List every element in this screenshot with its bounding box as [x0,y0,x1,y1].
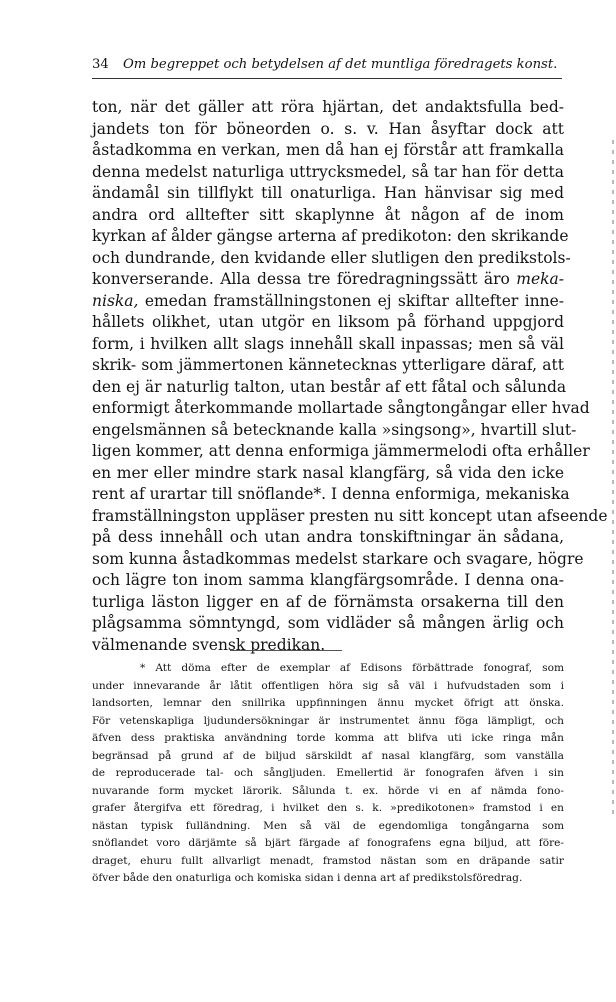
text-segment: emedan framställningstonen ej skiftar alltefter inne- [144,291,564,310]
scan-edge-mark [612,140,614,820]
footnote-rule [230,650,342,651]
page-number: 34 [92,57,109,72]
text-line [92,269,564,291]
text-line: enformigt återkommande mollartade sångtongångar eller hvad [92,399,590,417]
footnote-line: under innevarande år låtit offentligen höra sig så väl i hufvudstaden som i [92,679,564,692]
text-line: plågsamma sömntyngd, som vidläder så mången ärlig och [92,614,564,632]
footnote-line: * Att döma efter de exemplar af Edisons förbättrade fonograf, som [140,662,564,674]
text-line: åstadkomma en verkan, men då han ej förstår att framkalla [92,141,564,159]
text-line: engelsmännen så betecknande kalla »singsong», hvartill slut- [92,420,577,439]
footnote-line: grafer återgifva ett föredrag, i hvilket den s. k. »predikotonen» framstod i en [92,802,564,814]
text-line: form, i hvilken allt slags innehåll skall inpassas; men så väl [92,334,564,353]
text-line: ton, när det gäller att röra hjärtan, det andaktsfulla bed- [92,98,564,116]
text-line: kyrkan af ålder gängse arterna af predikoton: den skrikande [92,227,569,245]
text-line: jandets ton för böneorden o. s. v. Han åsyftar dock att [92,119,564,138]
footnote-line: öfver både den onaturliga och komiska sidan i denna art af predikstolsföredrag. [92,872,523,884]
footnote-line: snöflandet voro därjämte så bjärt färgade af fonografens egna biljud, att före- [92,837,564,849]
footnote-line: äfven dess praktiska användning torde komma att blifva uti icke ringa mån [92,732,564,744]
header-rule [92,78,562,79]
footnote-line: landsorten, lemnar den snillrika uppfinningen ännu mycket öfrigt att önska. [92,697,564,709]
running-title: Om begreppet och betydelsen af det muntliga föredragets konst. [122,57,558,72]
text-line [92,291,564,313]
italic-word: meka- [516,270,564,288]
text-line: denna medelst naturliga uttrycksmedel, så tar han för detta [92,162,564,181]
text-line: skrik- som jämmertonen kännetecknas ytterligare däraf, att [92,356,564,374]
italic-word: niska, [92,291,139,310]
text-segment: konverserande. Alla dessa tre föredragningssätt äro [92,270,510,288]
text-line: och lägre ton inom samma klangfärgsområde. I denna ona- [92,571,564,589]
footnote-line: För vetenskapliga ljudundersökningar är instrumentet ännu föga lämpligt, och [92,714,564,727]
footnote-line: nuvarande form mycket lärorik. Sålunda t. ex. hörde vi en af nämda fono- [92,784,564,797]
footnote-line: nästan typisk fulländning. Men så väl de egendomliga tongångarna som [92,819,564,832]
footnote-line: draget, ehuru fullt allvarligt menadt, framstod nästan som en dräpande satir [92,854,564,867]
text-line: andra ord alltefter sitt skaplynne åt någon af de inom [92,205,564,224]
text-line: på dess innehåll och utan andra tonskiftningar än sådana, [92,528,564,546]
text-line: en mer eller mindre stark nasal klangfärg, så vida den icke [92,463,564,482]
text-line: rent af urartar till snöflande*. I denna enformiga, mekaniska [92,485,570,503]
text-line: välmenande svensk predikan. [92,635,326,654]
running-head [92,56,562,74]
text-line: och dundrande, den kvidande eller slutligen den predikstols- [92,248,571,267]
footnote-line: begränsad på grund af de biljud särskildt af nasal klangfärg, som vanställa [92,749,564,762]
footnote [92,660,564,888]
text-line: som kunna åstadkommas medelst starkare och svagare, högre [92,549,584,568]
footnote-line: de reproducerade tal- och sångljuden. Emellertid är fonografen äfven i sin [92,767,564,779]
text-line: ligen kommer, att denna enformiga jämmermelodi ofta erhåller [92,442,590,460]
text-line: den ej är naturlig talton, utan består af ett fåtal och sålunda [92,377,567,396]
text-line: hållets olikhet, utan utgör en liksom på förhand uppgjord [92,313,564,331]
text-line: ändamål sin tillflykt till onaturliga. Han hänvisar sig med [92,184,564,202]
text-line: turliga läston ligger en af de förnämsta orsakerna till den [92,592,564,611]
text-line: framställningston uppläser presten nu sitt koncept utan afseende [92,506,608,525]
main-text [92,97,608,656]
